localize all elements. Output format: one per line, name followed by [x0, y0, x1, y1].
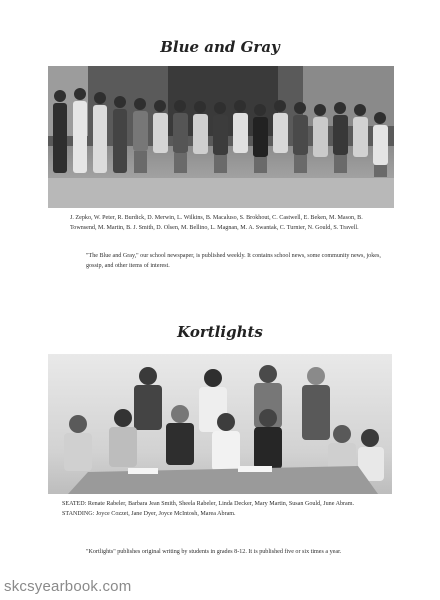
blue-and-gray-description: "The Blue and Gray," our school newspaper, is published weekly. It contains school news, some community news, jokes, gossip, and other items of interest.: [86, 253, 381, 269]
group-photo-illustration: [48, 354, 392, 494]
section-title-blue-and-gray: Blue and Gray: [160, 38, 280, 56]
kortlights-names-caption: SEATED: Renate Rabeler, Barbara Jean Smith, Sheela Rabeler, Linda Decker, Mary Martin, Susan Gould, June Abram. STANDING: Joyce Cozzet, Jane Dyer, Joyce McIntosh, Marea Abram.: [62, 501, 355, 517]
kortlights-staff-photo: [48, 354, 392, 494]
site-watermark: skcsyearbook.com: [4, 578, 132, 595]
kortlights-description: "Kortlights" publishes original writing by students in grades 8-12. It is published five or six times a year.: [86, 549, 342, 555]
blue-and-gray-staff-photo: [48, 66, 394, 208]
group-photo-illustration: [48, 66, 394, 208]
blue-and-gray-names-caption: J. Zepko, W. Peter, R. Burdick, D. Merwin, L. Wilkins, B. Macaluso, S. Brokhout, C. Castwell, E. Beken, M. Mason, B. Townsend, M. Martin, B. J. Smith, D. Olsen, M. Bellino, L. Magnan, M. A. Swantak, C. Turnier, N. Gould, S. Travell.: [70, 215, 363, 231]
section-title-kortlights: Kortlights: [177, 323, 263, 341]
